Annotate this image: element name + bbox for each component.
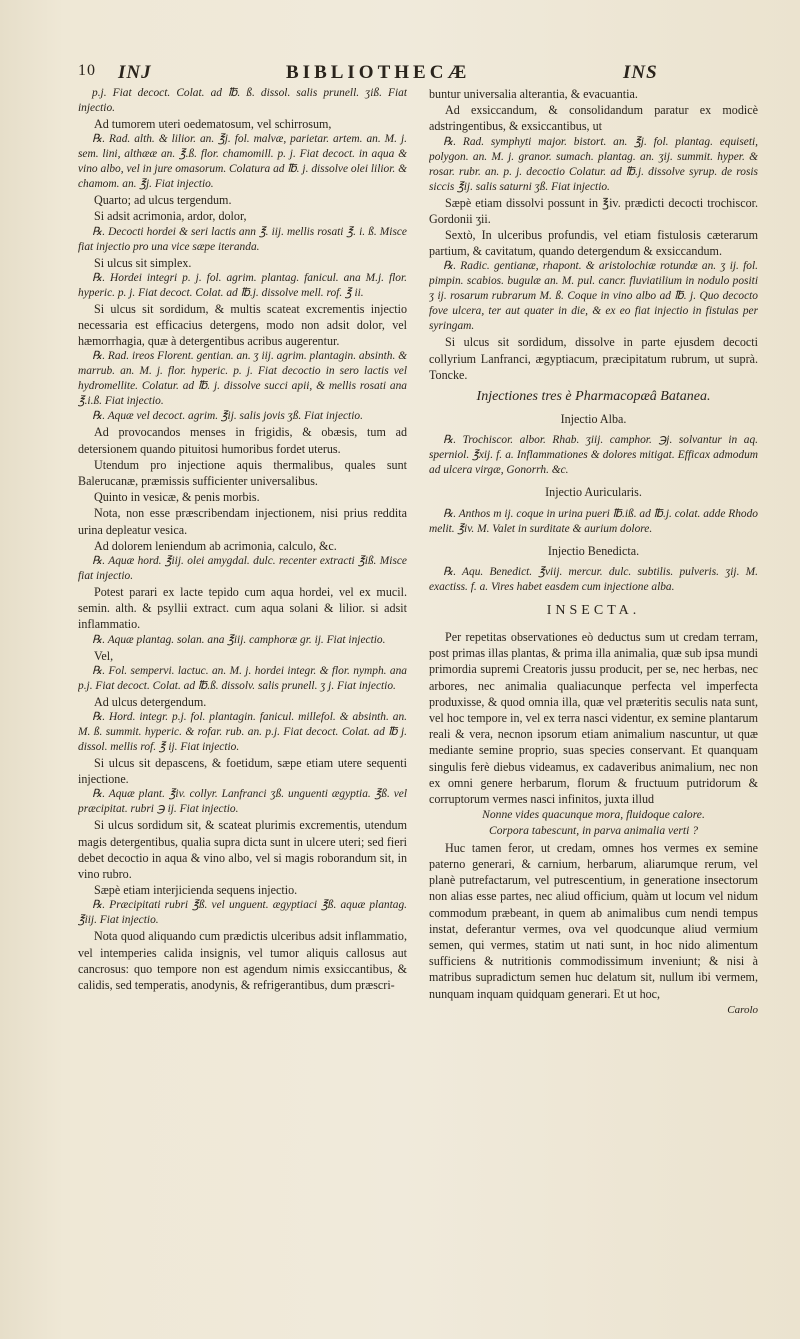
text-paragraph: Ad provocandos menses in frigidis, & obæsis, tum ad detersionem quando pituitosi humoribus fordet uterus.: [78, 425, 407, 456]
recipe-paragraph: ℞. Aquæ plant. ℥iv. collyr. Lanfranci ʒß. unguenti ægyptia. ℥ß. vel præcipitat. rubri ℈ ij. Fiat injectio.: [78, 788, 407, 816]
recipe-paragraph: ℞. Rad. alth. & lilior. an. ℥j. fol. malvæ, parietar. artem. an. M. j. sem. lini, althææ an. ℥.ß. flor. chamomill. p. j. Fiat decoct. in aqua & vino albo, vel in jure omasorum. Colatura ad ℔. j. dissolve olei lilior. & chamom. an. ℥j. Fiat injectio.: [78, 133, 407, 191]
recipe-paragraph: ℞. Præcipitati rubri ℥ß. vel unguent. ægyptiaci ℥ß. aquæ plantag. ℥iij. Fiat injectio.: [78, 899, 407, 927]
recipe-paragraph: ℞. Aqu. Benedict. ℥viij. mercur. dulc. subtilis. pulveris. ʒij. M. exactiss. f. a. Vires habet easdem cum injectione alba.: [429, 565, 758, 593]
text-paragraph: Quarto; ad ulcus tergendum.: [94, 193, 232, 208]
text-paragraph: Sæpè etiam dissolvi possunt in ℥iv. prædicti decocti trochiscor. Gordonii ʒii.: [429, 195, 758, 226]
text-columns: [78, 86, 758, 1321]
text-paragraph: Ad tumorem uteri oedematosum, vel schirrosum,: [94, 117, 332, 131]
text-paragraph: Per repetitas observationes eò deductus sum ut credam terram, post primas illas plantas, & prima illa animalia, quæ sub ipsa mundi primordia supremi Creatoris jussu producit, per se, nec herbas, nec arbores, nec animalia qualiacunque perfecta vel imperfecta produxisse, & quod omnia illa, quæ vel præteritis seculis nata sunt, vel hoc tempore in, vel ex terra nasci videntur, ex semine plantarum reali & vera, necnon ipsorum etiam animalium nascuntur, ut quæ mediante semine proprio, suas species conservant. Et quanquam singulis ferè diebus videamus, ex cadaveribus animalium, nec non ex omni genere herbarum, florum & fructuum putridorum & corruptorum vermes nasci infinitos, juxta illud: [429, 630, 758, 807]
section-heading: Injectio Auricularis.: [545, 485, 642, 500]
text-paragraph: Si ulcus sordidum sit, & scateat plurimis excrementis, utendum magis detergentibus, qualia supra dicta sunt in ulcere uteri; sed fieri debet decoctio in aqua & vino albo, vel si magis roborandum sit, in vino rubro.: [78, 818, 407, 882]
text-paragraph: Ad ulcus detergendum.: [94, 694, 207, 709]
text-paragraph: Nota quod aliquando cum prædictis ulceribus adsit inflammatio, vel intemperies calida insignis, vel tumor aliquis callosus aut cancrosus: quo tempore non est agendum nimis exsiccantibus, & calidis, sed temperatis, anodynis, & refrigerantibus, dum præscri-: [78, 929, 407, 993]
text-paragraph: Huc tamen feror, ut credam, omnes hos vermes ex semine paterno generari, & carnium, herbarum, aliarumque rerum, vel planè putrefactarum, vel putrescentium, in generatione insectorum non alias esse partes, nec aliud officium, quàm ut locum vel nidum commodum præbeant, in quem ab animalibus cum nendi tempus instat, deferantur vermes, ova vel quodcunque aliud vermium semen, qui vermes, statim ut nati sunt, in hoc nido alimentum sufficiens & nutritionis commodissimum inveniunt; & nisi à matribus supradictum semen huc delatum sit, nullum ibi vermem, nunquam inquam quidquam generari. Et ut hoc,: [429, 840, 758, 1001]
running-title: BIBLIOTHECÆ: [286, 62, 471, 83]
text-paragraph: Si adsit acrimonia, ardor, dolor,: [94, 209, 247, 224]
recipe-paragraph: ℞. Trochiscor. albor. Rhab. ʒiij. camphor. ℈j. solvantur in aq. sperniol. ℥xij. f. a. Inflammationes & dolores mitigat. Efficax admodum ad ulcera virgæ, Gonorrh. &c.: [429, 434, 758, 477]
text-paragraph: Quinto in vesicæ, & penis morbis.: [94, 490, 260, 505]
recipe-paragraph: ℞. Decocti hordei & seri lactis ann ℥. iij. mellis rosati ℥. i. ß. Misce fiat injectio pro una vice sæpe iteranda.: [78, 225, 407, 253]
right-column: [429, 86, 758, 1321]
recipe-paragraph: ℞. Aquæ hord. ℥iij. olei amygdal. dulc. recenter extracti ℥iß. Misce fiat injectio.: [78, 555, 407, 583]
text-paragraph: Sæpè etiam interjicienda sequens injectio.: [94, 883, 298, 898]
recipe-paragraph: ℞. Aquæ plantag. solan. ana ℥iij. camphoræ gr. ij. Fiat injectio.: [92, 633, 386, 646]
text-paragraph: Ad dolorem leniendum ab acrimonia, calculo, &c.: [94, 538, 337, 553]
recipe-paragraph: ℞. Anthos m ij. coque in urina pueri ℔.iß. ad ℔.j. colat. adde Rhodo melit. ℥iv. M. Valet in surditate & aurium dolore.: [429, 507, 758, 535]
recipe-paragraph: ℞. Radic. gentianæ, rhapont. & aristolochiæ rotundæ an. ʒ ij. fol. pimpin. scabios. bugulæ an. M. pul. cancr. fluviatilium in nodulo positi ʒ ij. rosarum rubrarum M. ß. Coque in vino albo ad ℔. j. Quo decocto fove ulcera, ter aut quater in die, & ex eo fiat injectio in fistulas per syringam.: [429, 260, 758, 333]
text-paragraph: Si ulcus sit simplex.: [94, 255, 192, 270]
page-number: 10: [78, 62, 96, 79]
right-catchword: INS: [623, 62, 658, 83]
recipe-paragraph: ℞. Rad. symphyti major. bistort. an. ℥j. fol. plantag. equiseti, polygon. an. M. j. granor. sumach. plantag. an. ʒij. summit. hyper. & rosar. rubr. an. p. j. decoctio Colatur. ad ℔.j. dissolve syrup. de rosis siccis ℥ij. salis saturni ʒß. Fiat injectio.: [429, 135, 758, 193]
left-column: [78, 86, 407, 1321]
text-paragraph: Potest parari ex lacte tepido cum aqua hordei, vel ex mucil. semin. alth. & psyllii extract. cum aqua solani & lilior. si adsit inflammatio.: [78, 585, 407, 632]
text-paragraph: buntur universalia alterantia, & evacuantia.: [429, 87, 638, 101]
recipe-paragraph: ℞. Hordei integri p. j. fol. agrim. plantag. fanicul. ana M.j. flor. hyperic. p. j. Fiat decoct. Colat. ad ℔.j. dissolve mell. rof. ℥ ii.: [78, 271, 407, 299]
section-heading: Injectiones tres è Pharmacopæâ Batanea.: [476, 389, 711, 405]
text-paragraph: Nonne vides quacunque mora, fluidoque calore.: [482, 808, 705, 822]
recipe-paragraph: ℞. Hord. integr. p.j. fol. plantagin. fanicul. millefol. & absinth. an. M. ß. summit. hyperic. & rofar. rub. an. p.j. Fiat decoct. Colat. ad ℔ j. dissol. mellis rof. ℥ ij. Fiat injectio.: [78, 711, 407, 754]
text-paragraph: Corpora tabescunt, in parva animalia verti ?: [489, 824, 698, 838]
recipe-paragraph: ℞. Rad. ireos Florent. gentian. an. ʒ iij. agrim. plantagin. absinth. & marrub. an. M. j. flor. hyperic. p. j. Fiat decoctio in sero lactis vel hydromellite. Colatur. ad ℔. j. dissolve succi apii, & mellis rosati ana ℥.i.ß. Fiat injectio.: [78, 350, 407, 408]
recipe-paragraph: ℞. Aquæ vel decoct. agrim. ℥ij. salis jovis ʒß. Fiat injectio.: [92, 410, 363, 423]
text-paragraph: Sextò, In ulceribus profundis, vel etiam fistulosis cæterarum partium, & cavitatum, quando detergendum & exsiccandum.: [429, 228, 758, 259]
text-paragraph: Carolo: [727, 1003, 758, 1016]
section-heading: Injectio Alba.: [560, 412, 627, 427]
page-header: [78, 62, 758, 88]
recipe-paragraph: ℞. Fol. sempervi. lactuc. an. M. j. hordei integr. & flor. nymph. ana p.j. Fiat decoct. Colat. ad ℔.ß. dissolv. salis prunell. ʒ j. Fiat injectio.: [78, 664, 407, 692]
recipe-paragraph: p.j. Fiat decoct. Colat. ad ℔. ß. dissol. salis prunell. ʒiß. Fiat injectio.: [78, 87, 407, 114]
text-paragraph: Ad exsiccandum, & consolidandum paratur ex modicè adstringentibus, & exsiccantibus, ut: [429, 103, 758, 134]
text-paragraph: Vel,: [94, 648, 114, 663]
text-paragraph: Si ulcus sit sordidum, & multis scateat excrementis injectio necessaria est efficacius detergens, modo non adsit dolor, vel hæmorrhagia, quæ à detergentibus acribus augerentur.: [78, 301, 407, 349]
section-heading: Injectio Benedicta.: [547, 543, 640, 558]
text-paragraph: Utendum pro injectione aquis thermalibus, quales sunt Balerucanæ, præmissis sufficienter universalibus.: [78, 457, 407, 489]
text-paragraph: Si ulcus sit depascens, & foetidum, sæpe etiam utere sequenti injectione.: [78, 756, 407, 787]
section-heading: INSECTA.: [546, 602, 641, 618]
left-catchword: INJ: [118, 62, 152, 83]
text-paragraph: Si ulcus sit sordidum, dissolve in parte ejusdem decocti collyrium Lanfranci, ægyptiacum, præcipitatum rubrum, ut suprà. Toncke.: [429, 335, 758, 382]
text-paragraph: Nota, non esse præscribendam injectionem, nisi prius reddita urina depleatur vesica.: [78, 506, 407, 537]
